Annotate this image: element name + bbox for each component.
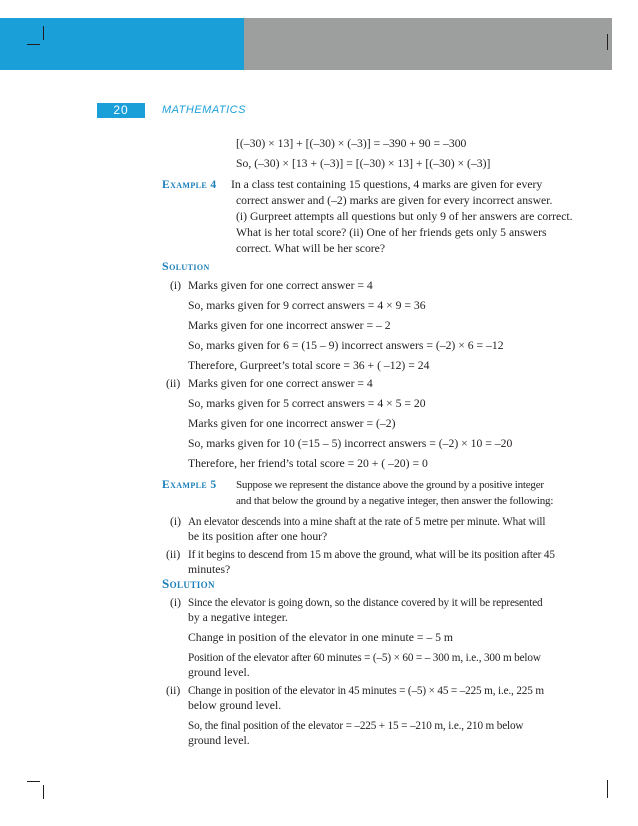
solution-line: ground level. [188, 666, 250, 679]
example-text: correct answer and (–2) marks are given for every incorrect answer. [236, 194, 553, 207]
solution-line: So, marks given for 9 correct answers = 4 × 9 = 36 [188, 299, 426, 312]
section-title: MATHEMATICS [162, 104, 246, 116]
solution-line: Marks given for one incorrect answer = (–2) [188, 417, 396, 430]
crop-mark [607, 780, 608, 798]
solution-line: below ground level. [188, 699, 282, 712]
example-text: and that below the ground by a negative integer, then answer the following: [236, 495, 554, 507]
solution-line: Marks given for one incorrect answer = – 2 [188, 319, 391, 332]
header-band-grey [244, 18, 612, 70]
example-text: In a class test containing 15 questions, 4 marks are given for every [231, 178, 543, 191]
intro-equation: [(–30) × 13] + [(–30) × (–3)] = –390 + 90 = –300 [236, 137, 467, 150]
solution-line: by a negative integer. [188, 611, 288, 624]
crop-mark [43, 785, 44, 799]
solution-line: So, marks given for 5 correct answers = 4 × 5 = 20 [188, 397, 426, 410]
solution-line: Therefore, her friend’s total score = 20 + ( –20) = 0 [188, 457, 428, 470]
intro-equation: So, (–30) × [13 + (–3)] = [(–30) × 13] + [(–30) × (–3)] [236, 157, 491, 170]
solution-line: So, marks given for 10 (=15 – 5) incorrect answers = (–2) × 10 = –20 [188, 437, 513, 450]
solution-line: Therefore, Gurpreet’s total score = 36 + ( –12) = 24 [188, 359, 430, 372]
solution-line: ground level. [188, 734, 250, 747]
question-text: An elevator descends into a mine shaft at the rate of 5 metre per minute. What will [188, 516, 546, 528]
solution-label: Solution [162, 259, 210, 273]
question-text: If it begins to descend from 15 m above the ground, what will be its position after 45 [188, 549, 555, 561]
solution-line: So, the final position of the elevator = –225 + 15 = –210 m, i.e., 210 m below [188, 720, 524, 732]
part-number: (ii) [166, 684, 181, 697]
crop-mark [43, 26, 44, 40]
crop-mark [607, 34, 608, 50]
example-label: Example 4 [162, 179, 217, 191]
solution-line: Marks given for one correct answer = 4 [188, 279, 373, 292]
example-text: Suppose we represent the distance above the ground by a positive integer [236, 479, 544, 491]
part-number: (i) [170, 596, 182, 609]
question-text: be its position after one hour? [188, 530, 328, 543]
page-number: 20 [97, 103, 145, 118]
example-label: Example 5 [162, 479, 217, 491]
part-number: (i) [170, 279, 182, 292]
solution-label: Solution [162, 576, 215, 591]
crop-mark [27, 781, 40, 782]
solution-line: Change in position of the elevator in 45 minutes = (–5) × 45 = –225 m, i.e., 225 m [188, 685, 544, 697]
example-text: (i) Gurpreet attempts all questions but only 9 of her answers are correct. [236, 210, 573, 223]
part-number: (ii) [166, 377, 181, 390]
crop-mark [27, 44, 40, 45]
example-text: correct. What will be her score? [236, 242, 386, 255]
question-number: (ii) [166, 548, 181, 561]
question-number: (i) [170, 515, 182, 528]
solution-line: Marks given for one correct answer = 4 [188, 377, 373, 390]
solution-line: Since the elevator is going down, so the distance covered by it will be represented [188, 597, 543, 609]
solution-line: So, marks given for 6 = (15 – 9) incorrect answers = (–2) × 6 = –12 [188, 339, 504, 352]
solution-line: Position of the elevator after 60 minutes = (–5) × 60 = – 300 m, i.e., 300 m below [188, 652, 541, 664]
example-text: What is her total score? (ii) One of her friends gets only 5 answers [236, 226, 547, 239]
solution-line: Change in position of the elevator in one minute = – 5 m [188, 631, 453, 644]
question-text: minutes? [188, 563, 231, 576]
